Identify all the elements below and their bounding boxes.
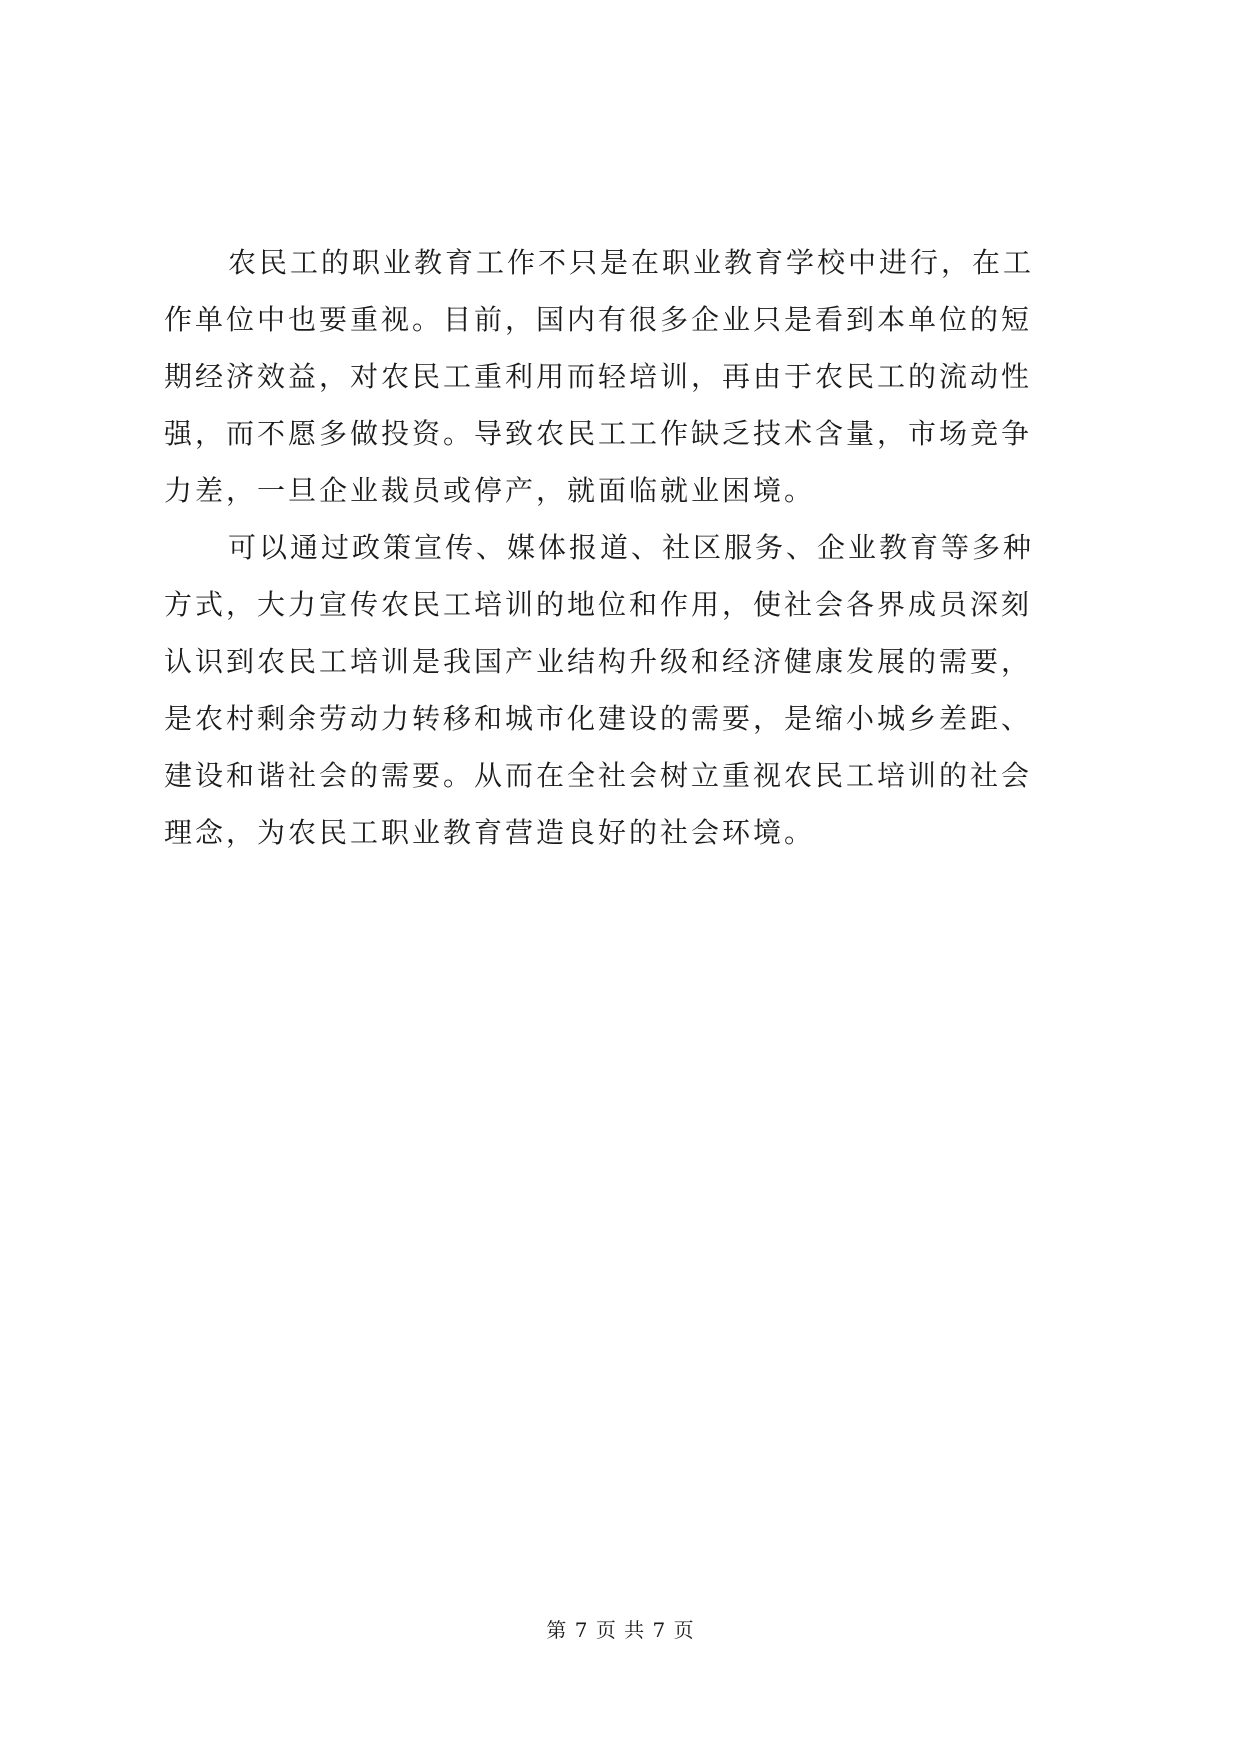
paragraph	[164, 234, 1084, 519]
text-line: 认识到农民工培训是我国产业结构升级和经济健康发展的需要，	[164, 645, 1033, 678]
document-body	[164, 234, 1084, 861]
page-number-footer: 第 7 页 共 7 页	[546, 1618, 695, 1642]
text-line: 理念，为农民工职业教育营造良好的社会环境。	[164, 816, 816, 849]
paragraph	[164, 519, 1084, 861]
text-line: 农民工的职业教育工作不只是在职业教育学校中进行，在工	[228, 246, 1035, 279]
text-line: 方式，大力宣传农民工培训的地位和作用，使社会各界成员深刻	[164, 588, 1033, 621]
text-line: 是农村剩余劳动力转移和城市化建设的需要，是缩小城乡差距、	[164, 702, 1033, 735]
text-line: 建设和谐社会的需要。从而在全社会树立重视农民工培训的社会	[164, 759, 1033, 792]
text-line: 强，而不愿多做投资。导致农民工工作缺乏技术含量，市场竞争	[164, 417, 1033, 450]
text-line: 力差，一旦企业裁员或停产，就面临就业困境。	[164, 474, 816, 507]
text-line: 期经济效益，对农民工重利用而轻培训，再由于农民工的流动性	[164, 360, 1033, 393]
text-line: 作单位中也要重视。目前，国内有很多企业只是看到本单位的短	[164, 303, 1033, 336]
text-line: 可以通过政策宣传、媒体报道、社区服务、企业教育等多种	[228, 531, 1035, 564]
